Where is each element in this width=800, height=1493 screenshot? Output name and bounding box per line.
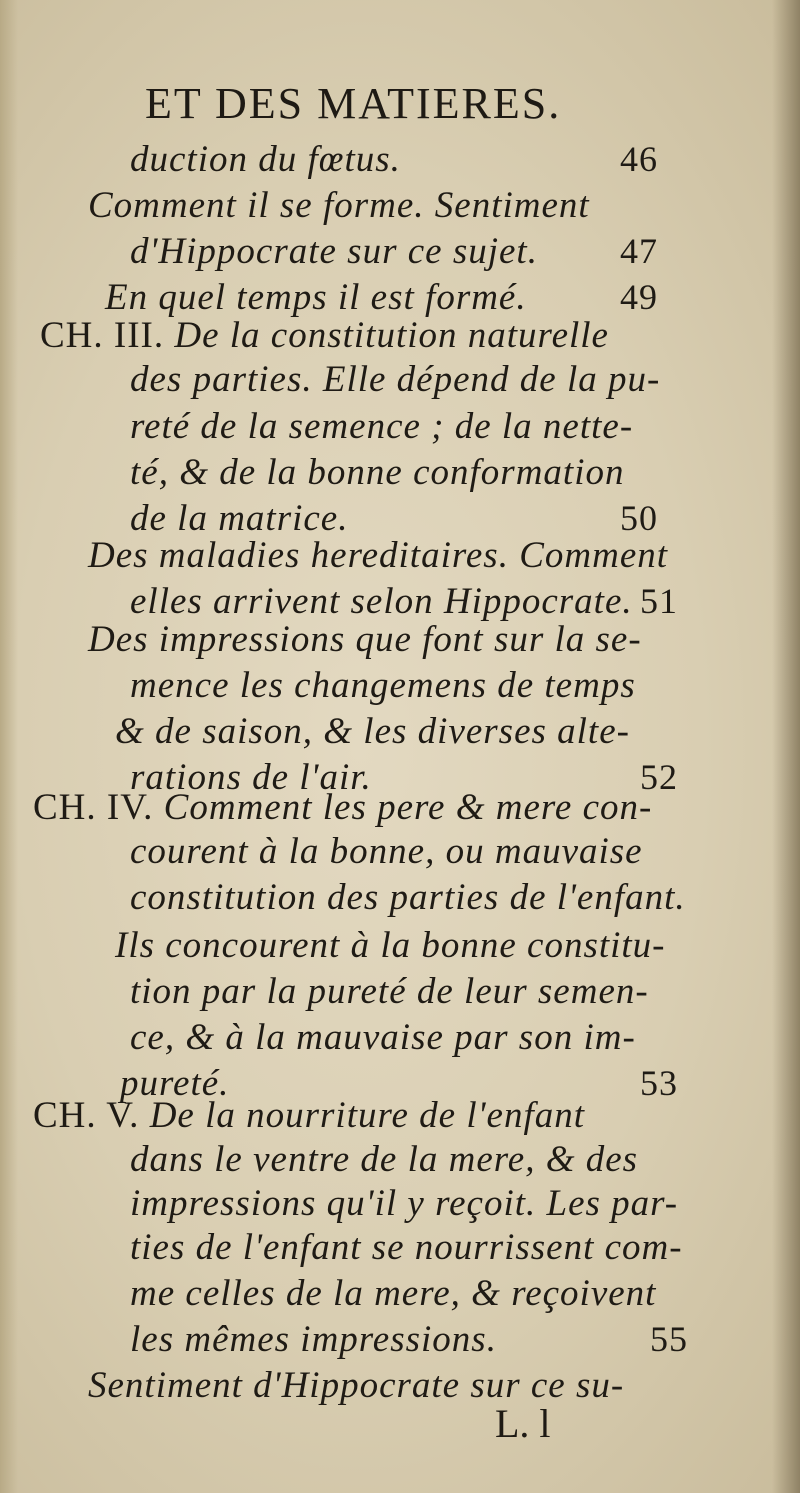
entry-text: constitution des parties de l'enfant.	[130, 877, 686, 918]
toc-line	[0, 1364, 800, 1424]
toc-line-text	[130, 664, 636, 707]
toc-line-text	[115, 924, 666, 967]
entry-text: duction du fœtus.	[130, 139, 401, 180]
entry-text: des parties. Elle dépend de la pu-	[130, 359, 661, 400]
chapter-label: CH. V.	[33, 1095, 140, 1136]
entry-text: Des impressions que font sur la se-	[88, 619, 642, 660]
toc-line-text	[130, 580, 633, 623]
entry-text: De la nourriture de l'enfant	[149, 1095, 586, 1136]
entry-text: & de saison, & les diverses alte-	[115, 711, 630, 752]
toc-line-text	[88, 534, 668, 577]
page-number: 52	[640, 757, 678, 797]
chapter-label: CH. IV.	[33, 787, 154, 828]
toc-line-text	[130, 830, 643, 873]
toc-line-text	[33, 786, 652, 829]
entry-text: ties de l'enfant se nourrissent com-	[130, 1227, 683, 1268]
entry-text: reté de la semence ; de la nette-	[130, 406, 634, 447]
entry-text: tion par la pureté de leur semen-	[130, 971, 649, 1012]
toc-line-text	[130, 1182, 678, 1225]
entry-text: dans le ventre de la mere, & des	[130, 1139, 639, 1180]
signature-mark: L. l	[495, 1401, 551, 1446]
chapter-label: CH. III.	[40, 315, 165, 356]
entry-text: de la matrice.	[130, 498, 349, 539]
entry-text: té, & de la bonne conformation	[130, 452, 625, 493]
entry-text: les mêmes impressions.	[130, 1319, 497, 1360]
page-number: 51	[640, 581, 678, 621]
toc-line-text	[130, 1226, 683, 1269]
entry-text: Comment les pere & mere con-	[163, 787, 653, 828]
toc-line-text	[130, 970, 649, 1013]
toc-line-text	[40, 314, 609, 357]
entry-text: mence les changemens de temps	[130, 665, 636, 706]
entry-text: pureté.	[120, 1063, 230, 1104]
entry-text: me celles de la mere, & reçoivent	[130, 1273, 657, 1314]
entry-text: courent à la bonne, ou mauvaise	[130, 831, 643, 872]
toc-line-text	[105, 276, 527, 319]
toc-line-text	[130, 1318, 497, 1361]
entry-text: Comment il se forme. Sentiment	[88, 185, 590, 226]
toc-line-text	[130, 1272, 656, 1315]
page-number: 50	[620, 498, 658, 538]
entry-text: elles arrivent selon Hippocrate.	[130, 581, 633, 622]
toc-line-text	[88, 618, 642, 661]
entry-text: ce, & à la mauvaise par son im-	[130, 1017, 636, 1058]
toc-line-text	[88, 184, 590, 227]
toc-line-text	[130, 138, 401, 181]
entry-text: Ils concourent à la bonne constitu-	[115, 925, 666, 966]
entry-text: Sentiment d'Hippocrate sur ce su-	[88, 1365, 625, 1406]
page-number: 53	[640, 1063, 678, 1103]
entry-text: Des maladies hereditaires. Comment	[88, 535, 669, 576]
page-number: 49	[620, 277, 658, 317]
toc-line-text	[130, 1138, 638, 1181]
entry-text: impressions qu'il y reçoit. Les par-	[130, 1183, 679, 1224]
page-number: 47	[620, 231, 658, 271]
toc-line-text	[130, 1016, 636, 1059]
entry-text: En quel temps il est formé.	[105, 277, 527, 318]
toc-line-text	[130, 405, 633, 448]
toc-line-text	[130, 230, 538, 273]
toc-line-text	[130, 358, 660, 401]
toc-line-text	[130, 451, 625, 494]
toc-line-text	[33, 1094, 585, 1137]
running-head: ET DES MATIERES.	[145, 79, 562, 128]
entry-text: De la constitution naturelle	[174, 315, 609, 356]
page-number: 46	[620, 139, 658, 179]
entry-text: d'Hippocrate sur ce sujet.	[130, 231, 538, 272]
toc-line-text	[130, 876, 686, 919]
entry-text: rations de l'air.	[130, 757, 372, 798]
page-number: 55	[650, 1319, 688, 1359]
toc-line-text	[115, 710, 630, 753]
